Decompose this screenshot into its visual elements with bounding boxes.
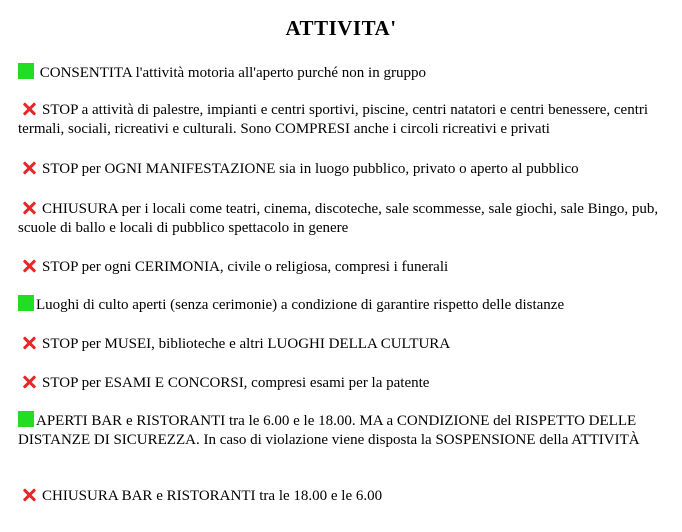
item-text: STOP per ESAMI E CONCORSI, compresi esami per la patente	[42, 375, 430, 391]
item-text: APERTI BAR e RISTORANTI tra le 6.00 e le 18.00. MA a CONDIZIONE del RISPETTO DELLE DISTANZE DI SICUREZZA. In caso di violazione viene disposta la SOSPENSIONE della ATTIVITÀ	[18, 413, 640, 448]
red-x-icon	[22, 102, 36, 116]
green-square-icon	[18, 411, 34, 427]
red-x-icon	[22, 336, 36, 350]
list-item-stop	[18, 200, 664, 238]
item-text: STOP per MUSEI, biblioteche e altri LUOGHI DELLA CULTURA	[42, 336, 451, 352]
list-item-stop	[18, 374, 664, 393]
item-text: Luoghi di culto aperti (senza cerimonie) a condizione di garantire rispetto delle distanze	[36, 297, 565, 313]
item-text: CHIUSURA BAR e RISTORANTI tra le 18.00 e le 6.00	[42, 488, 383, 504]
page-title: ATTIVITA'	[285, 16, 397, 40]
list-item-stop	[18, 335, 664, 354]
red-x-icon	[22, 161, 36, 175]
list-item-allowed	[18, 411, 664, 450]
list-item-stop	[18, 160, 664, 179]
item-text: CONSENTITA l'attività motoria all'aperto purché non in gruppo	[36, 65, 426, 81]
red-x-icon	[22, 375, 36, 389]
item-text: STOP per ogni CERIMONIA, civile o religiosa, compresi i funerali	[42, 259, 449, 275]
list-item-allowed	[18, 63, 664, 83]
red-x-icon	[22, 259, 36, 273]
list-item-stop	[18, 101, 664, 139]
item-text: STOP per OGNI MANIFESTAZIONE sia in luogo pubblico, privato o aperto al pubblico	[42, 161, 579, 177]
red-x-icon	[22, 488, 36, 502]
item-text: CHIUSURA per i locali come teatri, cinema, discoteche, sale scommesse, sale giochi, sale Bingo, pub, scuole di ballo e locali di pubblico spettacolo in genere	[18, 201, 659, 236]
list-item-allowed	[18, 295, 664, 315]
green-square-icon	[18, 63, 34, 79]
item-text: STOP a attività di palestre, impianti e centri sportivi, piscine, centri natatori e centri benessere, centri termali, sociali, ricreativi e culturali. Sono COMPRESI anche i circoli ricreativi e privati	[18, 102, 649, 137]
list-item-stop	[18, 487, 664, 506]
green-square-icon	[18, 295, 34, 311]
red-x-icon	[22, 201, 36, 215]
list-item-stop	[18, 258, 664, 277]
